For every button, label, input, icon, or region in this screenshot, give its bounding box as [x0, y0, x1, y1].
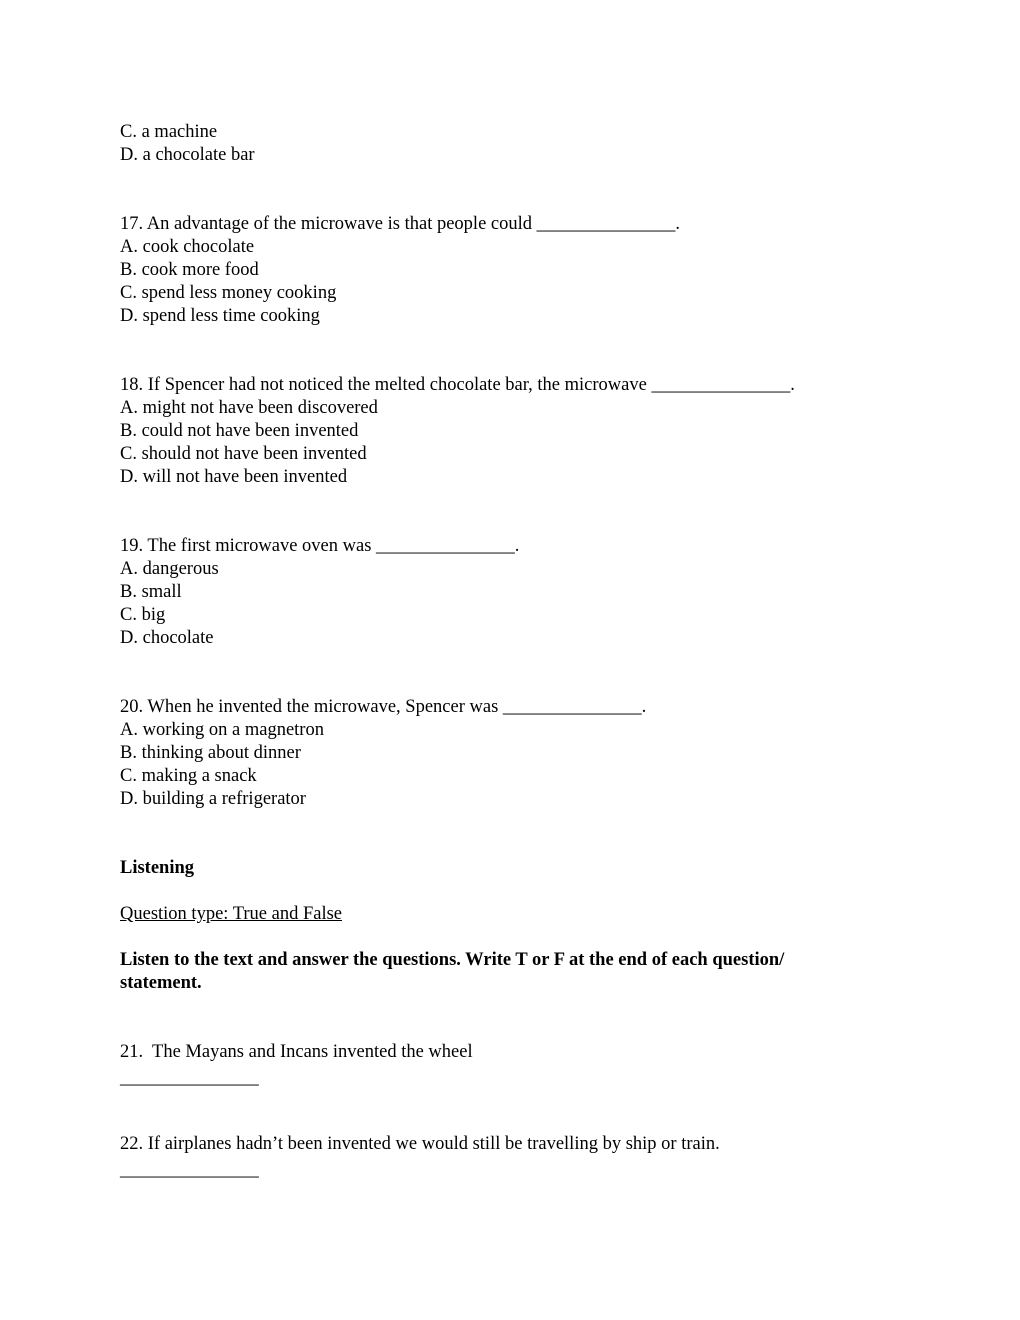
section-heading: Listening [120, 858, 195, 878]
option: C. big [120, 605, 166, 625]
option: A. cook chocolate [120, 237, 255, 257]
option: C. spend less money cooking [120, 283, 337, 303]
question-stem: 18. If Spencer had not noticed the melted chocolate bar, the microwave _______________. [120, 375, 795, 395]
option: C. a machine [120, 122, 218, 142]
option: B. small [120, 582, 182, 602]
question-stem: 19. The first microwave oven was _______________. [120, 536, 520, 556]
option: C. making a snack [120, 766, 257, 786]
instructions-line: Listen to the text and answer the questions. Write T or F at the end of each question/ [120, 950, 785, 970]
option: C. should not have been invented [120, 444, 367, 464]
instructions-line: statement. [120, 973, 202, 993]
question-21: 21. The Mayans and Incans invented the wheel [120, 1042, 473, 1062]
answer-blank-22: _______________ [120, 1160, 259, 1180]
option: B. could not have been invented [120, 421, 359, 441]
question-18 [120, 374, 795, 489]
option: D. will not have been invented [120, 467, 348, 487]
option: B. thinking about dinner [120, 743, 301, 763]
question-19 [120, 535, 519, 650]
option: A. might not have been discovered [120, 398, 378, 418]
option: D. a chocolate bar [120, 145, 255, 165]
question-16-options [120, 121, 255, 167]
option: A. working on a magnetron [120, 720, 324, 740]
option: D. building a refrigerator [120, 789, 306, 809]
option: A. dangerous [120, 559, 219, 579]
question-type: Question type: True and False [120, 904, 342, 924]
option: D. chocolate [120, 628, 214, 648]
question-20 [120, 696, 646, 811]
question-stem: 20. When he invented the microwave, Spencer was _______________. [120, 697, 647, 717]
question-17 [120, 213, 680, 328]
option: B. cook more food [120, 260, 259, 280]
question-22: 22. If airplanes hadn’t been invented we would still be travelling by ship or train. [120, 1134, 720, 1154]
answer-blank-21: _______________ [120, 1068, 259, 1088]
instructions [120, 949, 784, 995]
option: D. spend less time cooking [120, 306, 320, 326]
question-stem: 17. An advantage of the microwave is that people could _______________. [120, 214, 681, 234]
